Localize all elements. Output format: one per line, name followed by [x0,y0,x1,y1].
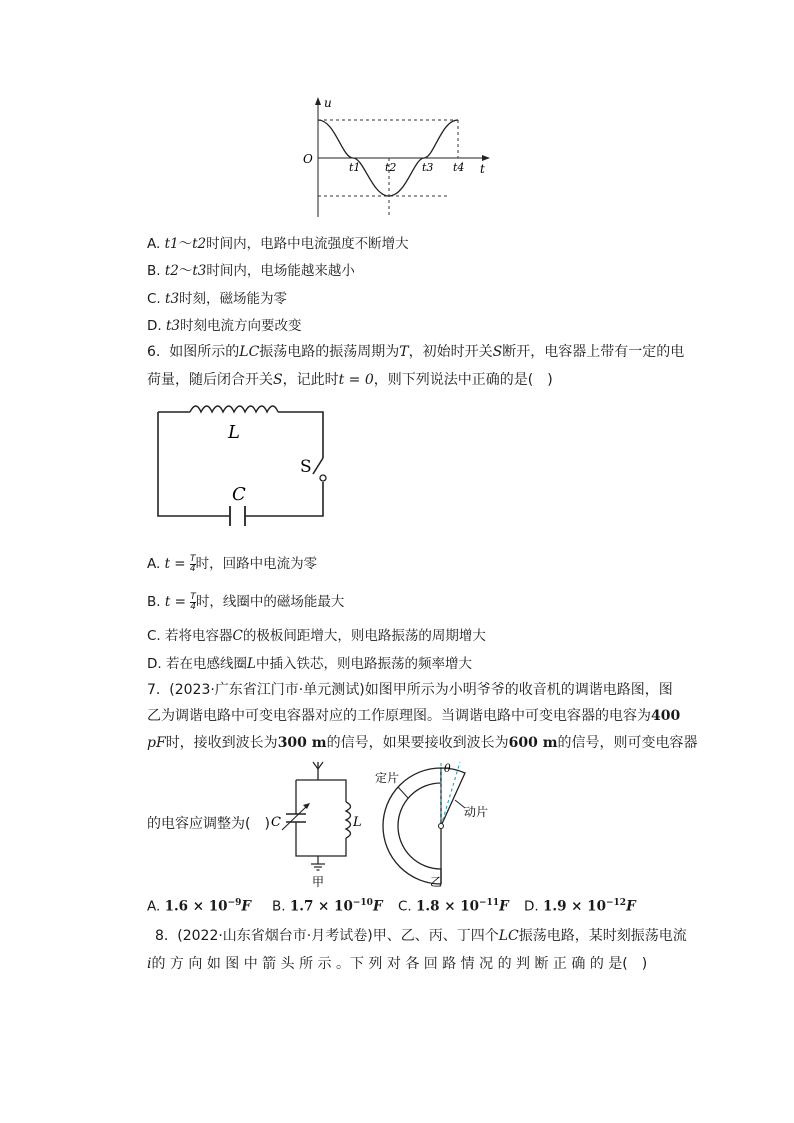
tick-t4: t4 [453,161,465,174]
label-theta: θ [444,762,451,775]
value: 300 m [277,735,327,751]
var: i [147,956,152,972]
option-letter: D. [524,898,539,915]
q6-option-d [147,652,472,672]
var: LC [239,344,260,360]
denominator: 4 [189,563,196,574]
option-text: 若将电容器 [165,628,233,644]
var: t = [164,556,186,572]
option-letter: A. [147,898,161,915]
q6-stem-line1 [147,342,684,362]
q5-option-d [147,314,302,334]
q7-stem-line1 [147,680,673,700]
option-letter: D. [147,656,162,672]
axis-u-label: u [324,96,332,110]
stem-text: 荷量，随后闭合开关 [147,372,273,388]
label-L: L [228,422,240,443]
label-moving-plate: 动片 [464,805,489,819]
exponent: −10 [352,898,373,908]
option-text: 时间内，电场能越来越小 [206,263,355,279]
q7-option-b [272,898,383,915]
pivot [439,824,444,829]
axis-t-label: t [480,162,485,176]
option-letter: D. [147,318,162,334]
option-text: 中插入铁芯，则电路振荡的频率增大 [255,656,472,672]
option-letter: C. [147,628,161,644]
option-letter: A. [147,556,161,572]
stem-text: 的信号，则可变电容器 [557,735,698,751]
option-text: 时刻，磁场能为零 [179,291,288,307]
sep: ～ [178,263,193,279]
inductor-coil [190,406,278,412]
label-S: S [300,457,312,477]
stem-text: ，则下列说法中正确的是( ) [373,372,553,388]
unit: F [241,898,251,915]
var: t2 [192,236,207,252]
q6-option-a [147,552,317,574]
numerator: T [190,553,196,564]
t-axis-arrow [482,155,490,161]
caption-yi: 乙 [430,875,443,889]
stem-text: (2023·广东省江门市·单元测试)如图甲所示为小明爷爷的收音机的调谐电路图，图 [169,682,673,698]
exponent: −12 [605,898,627,908]
variable-arrow [282,805,308,830]
label-fixed-plate: 定片 [375,771,400,785]
option-text: 时刻电流方向要改变 [180,318,302,334]
label-C: C [271,815,281,830]
question-number: 6. [147,344,161,360]
var: LC [498,928,519,944]
stem-text: ，初始时开关 [408,344,493,360]
var: C [232,628,243,644]
q5-option-a [147,232,409,252]
unit: F [499,898,509,915]
lc-circuit-figure [150,400,335,530]
var: t2 [164,263,179,279]
option-letter: C. [398,898,412,915]
tick-t1: t1 [349,161,361,174]
unit: F [626,898,636,915]
option-letter: A. [147,236,161,252]
value: 1.6 × 10 [164,898,228,915]
stem-text: 振荡电路的振荡周期为 [259,344,400,360]
var: S [273,372,283,388]
stem-text: 如图所示的 [169,344,240,360]
unit: F [372,898,383,915]
q6-option-b [147,590,344,612]
option-letter: B. [147,594,161,610]
moving-plate [441,768,465,826]
q5-option-b [147,259,355,279]
stem-text: (2022·山东省烟台市·月考试卷)甲、乙、丙、丁四个 [177,928,499,944]
var: t3 [165,318,180,334]
var: S [492,344,503,360]
option-text: 时，回路中电流为零 [195,556,318,572]
label-L: L [353,815,362,830]
switch-contact [320,475,326,481]
var: L [246,656,256,672]
q7-stem-line4 [147,814,270,834]
stem-text: 时，接收到波长为 [165,735,278,751]
option-text: 时，线圈中的磁场能最大 [195,594,345,610]
value: 600 m [508,735,558,751]
var: t1 [164,236,179,252]
var: t3 [192,263,207,279]
value: 1.8 × 10 [416,898,480,915]
var: t3 [165,291,180,307]
var: t = [164,594,186,610]
circuit-wire [296,780,346,856]
tuning-circuit-figure [268,760,368,890]
exponent: −9 [227,898,242,908]
variable-capacitor-figure [370,760,500,890]
question-number: 7. [147,682,161,698]
tick-t3: t3 [422,161,434,174]
unit: pF [147,735,166,751]
wave-figure [300,95,500,220]
stem-text: 的电容应调整为( ) [147,816,270,832]
option-text: 的极板间距增大，则电路振荡的周期增大 [242,628,486,644]
caption-jia: 甲 [312,875,325,889]
q5-option-c [147,287,287,307]
sep: ～ [178,236,193,252]
q8-stem-line2 [147,954,647,974]
q8-stem-line1 [155,926,687,946]
stem-text: 的 方 向 如 图 中 箭 头 所 示 。下 列 对 各 回 路 情 况 的 判 断 正 确 的 是( ) [151,956,648,972]
u-axis-arrow [315,97,321,105]
stem-text: ，记此时 [282,372,339,388]
q6-stem-line2 [147,370,553,390]
stem-text: 乙为调谐电路中可变电容器对应的工作原理图。当调谐电路中可变电容器的电容为 [147,708,651,724]
option-letter: B. [147,263,161,279]
origin-label: O [303,152,313,166]
option-letter: C. [147,291,161,307]
option-letter: B. [272,898,286,915]
value: 1.7 × 10 [289,898,353,915]
switch-blade [313,458,323,474]
inductor-coil [346,802,351,838]
value: 1.9 × 10 [542,898,606,915]
label-C: C [232,484,246,505]
stem-text: 振荡电路，某时刻振荡电流 [518,928,687,944]
tick-t2: t2 [385,161,397,174]
q7-option-d [524,898,636,915]
var: t = 0 [338,372,374,388]
question-number: 8. [155,928,169,944]
q7-stem-line2 [147,706,680,726]
q7-stem-line3 [147,733,698,753]
fixed-plate [383,768,441,884]
value: 400 [651,708,681,724]
numerator: T [190,591,196,602]
var: T [399,344,409,360]
stem-text: 的信号，如果要接收到波长为 [326,735,509,751]
stem-text: 断开，电容器上带有一定的电 [502,344,685,360]
denominator: 4 [190,601,196,612]
exponent: −11 [479,898,500,908]
q7-option-c [398,898,509,915]
q7-option-a [147,898,251,915]
q6-option-c [147,624,486,644]
option-text: 若在电感线圈 [165,656,247,672]
option-text: 时间内，电路中电流强度不断增大 [206,236,409,252]
